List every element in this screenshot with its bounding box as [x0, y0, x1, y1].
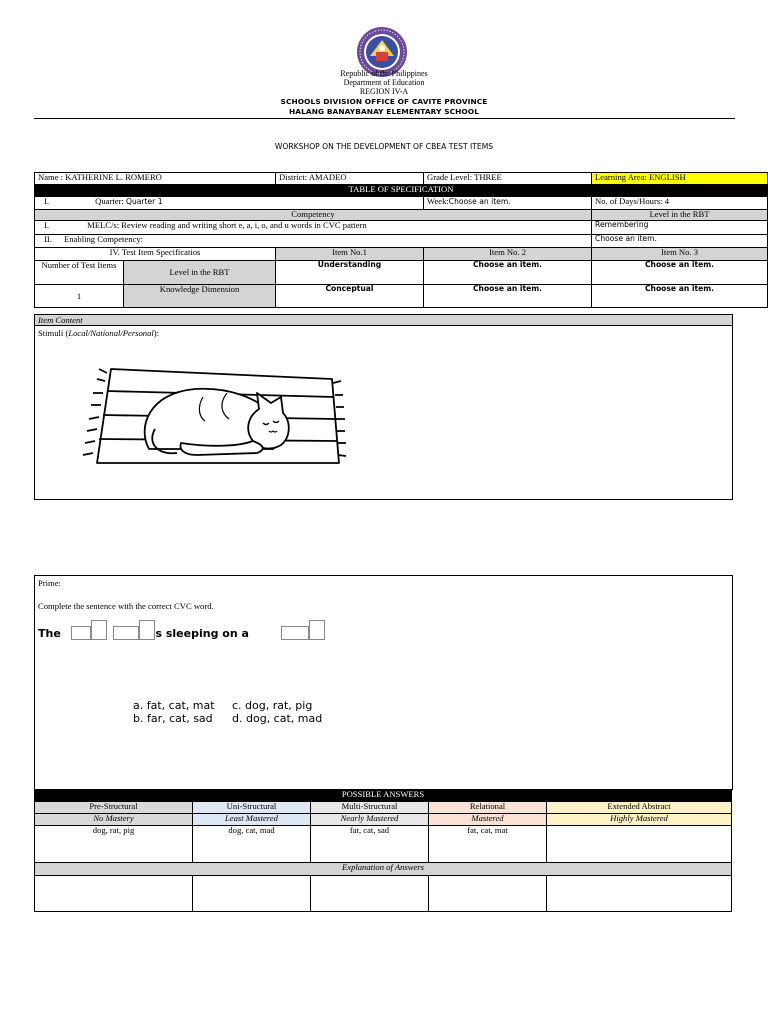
possible-answers-title: POSSIBLE ANSWERS	[35, 790, 732, 802]
answer-pre-structural[interactable]: dog, rat, pig	[35, 826, 193, 863]
stimuli-text: Stimuli (	[38, 328, 69, 338]
level-pre-structural: Pre-Structural	[35, 802, 193, 814]
question-sentence	[38, 620, 325, 640]
item3-header: Item No. 3	[592, 248, 768, 261]
item1-header: Item No.1	[276, 248, 424, 261]
level-relational: Relational	[429, 802, 547, 814]
melc-row	[35, 221, 592, 235]
answer-extended-abstract[interactable]	[547, 826, 732, 863]
quarter-row	[35, 197, 424, 210]
choice-d[interactable]: d. dog, cat, mad	[232, 712, 323, 725]
blank-box-3b[interactable]	[309, 620, 325, 640]
cat-on-rug-image	[77, 357, 347, 477]
days-cell: No. of Days/Hours: 4	[592, 197, 768, 210]
blank-box-2b[interactable]	[139, 620, 155, 640]
enabling-row	[35, 235, 592, 248]
sentence-start: The	[38, 627, 61, 640]
explanation-header: Explanation of Answers	[35, 863, 732, 876]
mastery-nearly: Nearly Mastered	[311, 814, 429, 826]
spec-header: IV. Test Item Specificatios	[35, 248, 276, 261]
table-of-specification	[34, 172, 768, 308]
mastery-highly: Highly Mastered	[547, 814, 732, 826]
choice-a[interactable]: a. fat, cat, mat	[133, 699, 215, 712]
melc-number: I.	[44, 220, 50, 230]
grade-cell: Grade Level: THREE	[424, 173, 592, 185]
workshop-title: WORKSHOP ON THE DEVELOPMENT OF CBEA TEST ITEMS	[274, 142, 494, 151]
explanation-relational[interactable]	[429, 876, 547, 912]
header-division: SCHOOLS DIVISION OFFICE OF CAVITE PROVINCE	[280, 97, 488, 106]
instruction-text: Complete the sentence with the correct CVC word.	[38, 601, 214, 611]
item-content-header: Item Content	[35, 315, 732, 325]
level-multi-structural: Multi-Structural	[311, 802, 429, 814]
number-of-items-label: Number of Test Items	[35, 261, 124, 285]
mastery-mastered: Mastered	[429, 814, 547, 826]
prime-label: Prime:	[38, 578, 61, 588]
competency-header: Competency	[35, 210, 592, 221]
stimuli-end: ):	[153, 328, 160, 338]
quarter-label: Quarter:	[95, 196, 124, 206]
choices-left	[133, 699, 215, 725]
quarter-value[interactable]: Quarter 1	[125, 197, 163, 206]
learning-area-cell: Learning Area: ENGLISH	[592, 173, 768, 185]
choice-b[interactable]: b. far, cat, sad	[133, 712, 213, 725]
rbt-header: Level in the RBT	[592, 210, 768, 221]
answer-uni-structural[interactable]: dog, cat, mad	[193, 826, 311, 863]
header-divider	[34, 118, 735, 119]
blank-box-3a[interactable]	[281, 626, 309, 640]
item-content-box	[34, 314, 733, 500]
item3-rbt-dropdown[interactable]: Choose an item.	[592, 261, 768, 285]
answer-multi-structural[interactable]: fat, cat, sad	[311, 826, 429, 863]
header-department: Department of Education	[343, 78, 425, 87]
item3-knowledge-dropdown[interactable]: Choose an item.	[592, 285, 768, 308]
district-cell: District: AMADEO	[276, 173, 424, 185]
mastery-none: No Mastery	[35, 814, 193, 826]
prime-box	[34, 575, 733, 790]
item1-knowledge[interactable]: Conceptual	[276, 285, 424, 308]
week-label: Week:	[427, 196, 449, 206]
knowledge-dimension-label: Knowledge Dimension	[124, 285, 276, 308]
week-dropdown[interactable]: Choose an item.	[448, 197, 511, 206]
enabling-number: II.	[44, 234, 52, 244]
blank-box-1b[interactable]	[91, 620, 107, 640]
explanation-pre-structural[interactable]	[35, 876, 193, 912]
item1-rbt[interactable]: Understanding	[276, 261, 424, 285]
header-region: REGION IV-A	[359, 87, 409, 96]
mastery-least: Least Mastered	[193, 814, 311, 826]
level-rbt-label: Level in the RBT	[124, 261, 276, 285]
header-school: HALANG BANAYBANAY ELEMENTARY SCHOOL	[288, 107, 480, 116]
item2-header: Item No. 2	[424, 248, 592, 261]
item-count: 1	[35, 285, 124, 308]
level-uni-structural: Uni-Structural	[193, 802, 311, 814]
explanation-multi-structural[interactable]	[311, 876, 429, 912]
enabling-text: Enabling Competency:	[64, 234, 144, 244]
item2-rbt-dropdown[interactable]: Choose an item.	[424, 261, 592, 285]
explanation-extended-abstract[interactable]	[547, 876, 732, 912]
choice-c[interactable]: c. dog, rat, pig	[232, 699, 313, 712]
stimuli-italic: Local/National/Personal	[68, 328, 154, 338]
item2-knowledge-dropdown[interactable]: Choose an item.	[424, 285, 592, 308]
possible-answers-table	[34, 789, 732, 912]
name-cell: Name : KATHERINE L. ROMERO	[35, 173, 276, 185]
melc-text: MELC/s: Review reading and writing short e, a, i, o, and u words in CVC pattern	[87, 220, 367, 230]
quarter-number: I.	[44, 196, 50, 206]
tos-title: TABLE OF SPECIFICATION	[35, 185, 768, 197]
melc-rbt[interactable]: Remembering	[592, 221, 768, 235]
enabling-rbt-dropdown[interactable]: Choose an item.	[592, 235, 768, 248]
choices-right	[232, 699, 322, 725]
blank-box-2a[interactable]	[113, 626, 139, 640]
answer-relational[interactable]: fat, cat, mat	[429, 826, 547, 863]
blank-box-1a[interactable]	[71, 626, 91, 640]
sentence-mid: s sleeping on a	[155, 627, 249, 640]
level-extended-abstract: Extended Abstract	[547, 802, 732, 814]
week-cell	[424, 197, 592, 210]
header-republic: Republic of the Philippines	[340, 69, 428, 78]
stimuli-label	[35, 325, 732, 338]
explanation-uni-structural[interactable]	[193, 876, 311, 912]
